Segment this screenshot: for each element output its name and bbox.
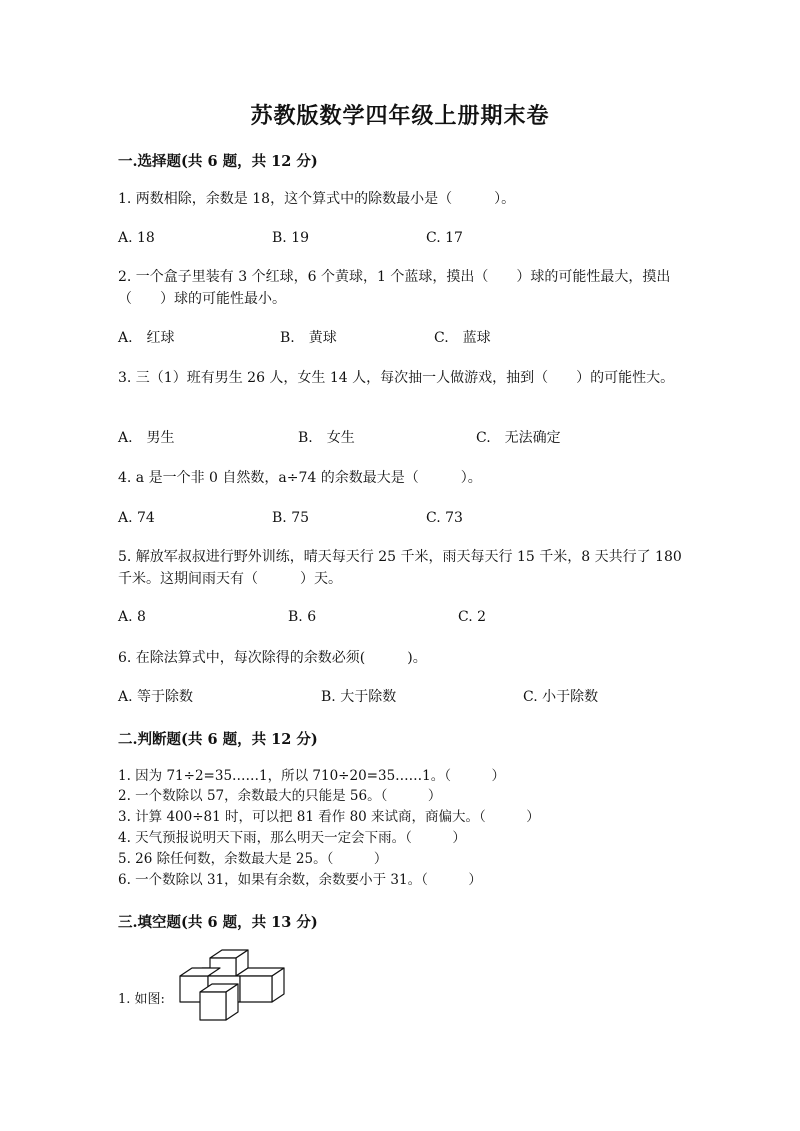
option-c: C. 蓝球 — [434, 330, 491, 346]
question-text: 3. 三（1）班有男生 26 人，女生 14 人，每次抽一人做游戏，抽到（ ）的可能性大。 — [118, 370, 675, 386]
judgement-item: 4. 天气预报说明天下雨，那么明天一定会下雨。（ ） — [118, 830, 466, 846]
judgement-item: 1. 因为 71÷2=35……1，所以 710÷20=35……1。（ ） — [118, 768, 505, 784]
section-heading-fill: 三.填空题(共 6 题，共 13 分) — [118, 914, 318, 931]
option-b: B. 6 — [288, 609, 317, 625]
judgement-item: 3. 计算 400÷81 时，可以把 81 看作 80 来试商，商偏大。（ ） — [118, 809, 540, 825]
option-c: C. 73 — [426, 510, 463, 526]
question-text: 5. 解放军叔叔进行野外训练，晴天每天行 25 千米，雨天每天行 15 千米，8 天共行了 180 千米。这期间雨天有（ ）天。 — [118, 549, 682, 587]
judgement-item: 2. 一个数除以 57，余数最大的只能是 56。（ ） — [118, 788, 442, 804]
section-heading-judgement: 二.判断题(共 6 题，共 12 分) — [118, 731, 318, 748]
option-b: B. 75 — [272, 510, 310, 526]
option-c: C. 无法确定 — [476, 430, 561, 446]
question-text: 6. 在除法算式中，每次除得的余数必须( )。 — [118, 650, 427, 666]
option-b: B. 19 — [272, 230, 310, 246]
option-a: A. 18 — [118, 230, 155, 246]
section-heading-choice: 一.选择题(共 6 题，共 12 分) — [118, 153, 318, 170]
cube-front-right — [240, 976, 272, 1002]
option-a: A. 等于除数 — [118, 689, 194, 705]
option-c: C. 2 — [458, 609, 487, 625]
question-text: 2. 一个盒子里装有 3 个红球，6 个黄球，1 个蓝球，摸出（ ）球的可能性最大，摸出（ ）球的可能性最小。 — [118, 269, 671, 307]
option-a: A. 8 — [118, 609, 146, 625]
fill-question-label: 1. 如图: — [118, 992, 165, 1007]
cube-front-back — [210, 958, 236, 976]
judgement-item: 5. 26 除任何数，余数最大是 25。（ ） — [118, 851, 388, 867]
option-a: A. 74 — [118, 510, 155, 526]
option-b: B. 大于除数 — [321, 689, 397, 705]
page-title: 苏教版数学四年级上册期末卷 — [250, 103, 550, 129]
question-text: 1. 两数相除，余数是 18，这个算式中的除数最小是（ ）。 — [118, 191, 516, 207]
option-c: C. 17 — [426, 230, 463, 246]
question-text: 4. a 是一个非 0 自然数，a÷74 的余数最大是（ ）。 — [118, 470, 482, 486]
judgement-item: 6. 一个数除以 31，如果有余数，余数要小于 31。（ ） — [118, 872, 482, 888]
option-a: A. 红球 — [118, 330, 175, 346]
cube-stack-figure — [178, 948, 290, 1028]
option-a: A. 男生 — [118, 430, 175, 446]
option-b: B. 黄球 — [280, 330, 337, 346]
option-b: B. 女生 — [298, 430, 355, 446]
cube-front-front — [200, 992, 226, 1020]
option-c: C. 小于除数 — [523, 689, 599, 705]
